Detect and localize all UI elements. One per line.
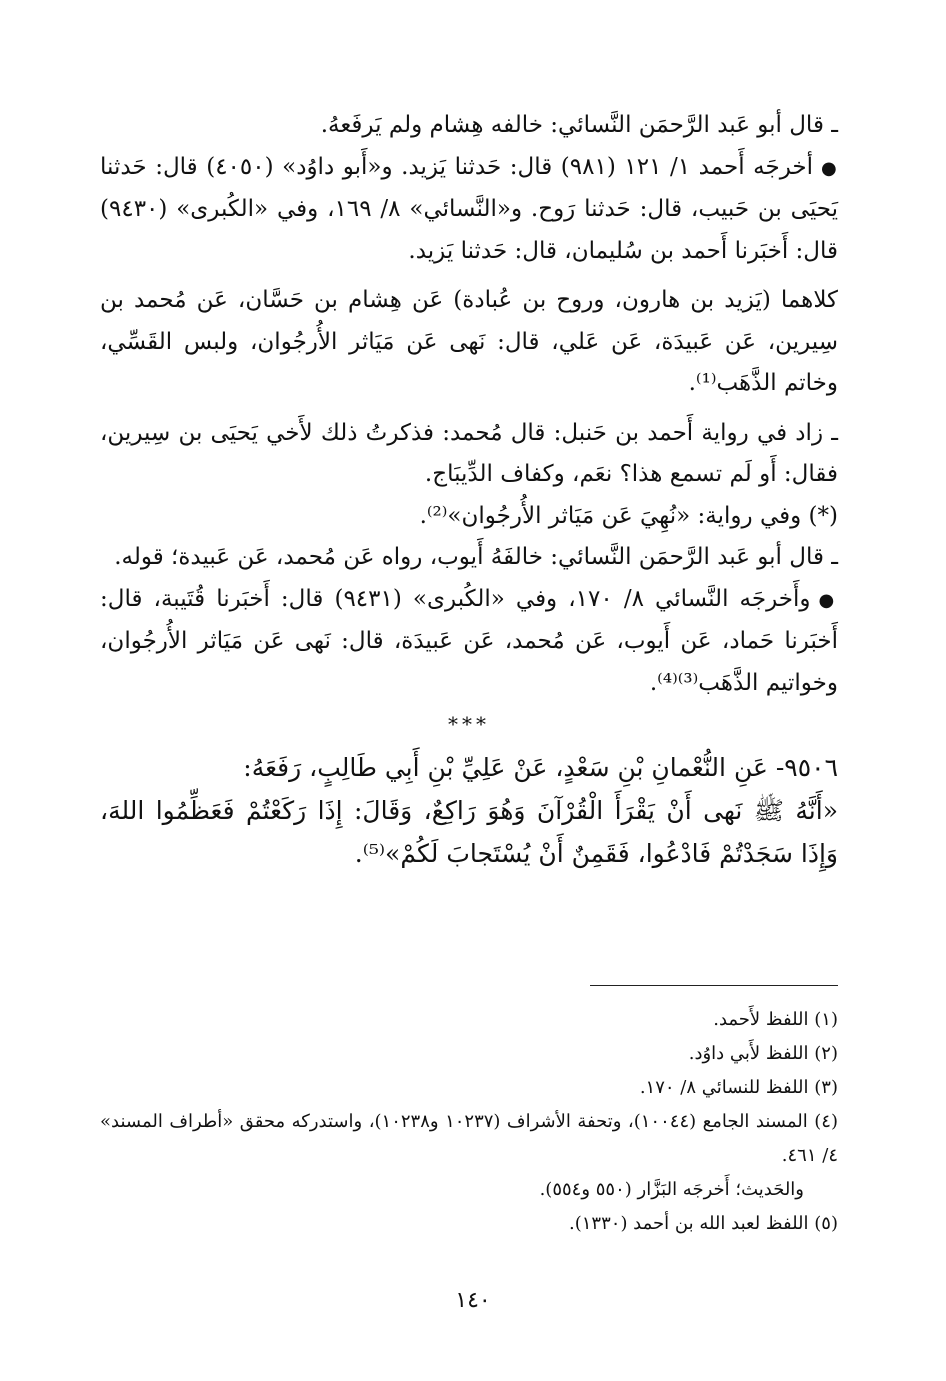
- footnote-divider: [590, 985, 838, 986]
- footnote-5: (٥) اللفظ لعبد الله بن أحمد (١٣٣٠).: [569, 1213, 838, 1234]
- page-number: ١٤٠: [455, 1288, 491, 1313]
- takhrij-text: أخرجَه أَحمد ١/ ١٢١ (٩٨١) قال: حَدثنا يَزيد. و«أَبو داوُد» (٤٠٥٠) قال: حَدثنا يَحيَى بن حَبيب، قال: حَدثنا رَوح. و«النَّسائي» ٨/ ١٦٩، وفي «الكُبرى» (٩٤٣٠) قال: أَخبَرنا أَحمد بن سُليمان، قال: حَدثنا يَزيد.: [100, 153, 839, 264]
- footnote-4-continued: والحَديث؛ أَخرجَه البَزَّار (٥٥٠ و٥٥٤).: [539, 1179, 804, 1200]
- paragraph-addition: ـ زاد في رواية أَحمد بن حَنبل: قال مُحمد: فذكرتُ ذلك لأَخي يَحيَى بن سِيرين، فقال: أَو لَم تسمع هذا؟ نعَم، وكفاف الدِّيبَاج.: [100, 419, 838, 487]
- takhrij-text-2: وأَخرجَه النَّسائي ٨/ ١٧٠، وفي «الكُبرى» (٩٤٣١) قال: أَخبَرنا قُتَيبة، قال: أَخبَرنا حَماد، عَن أَيوب، عَن مُحمد، عَن عَبيدَة، قال: نَهى عَن مَيَاثر الأُرجُوان، وخواتيم الذَّهَب⁽³⁾⁽⁴⁾.: [100, 585, 838, 696]
- paragraph-isnad: كلاهما (يَزيد بن هارون، وروح بن عُبادة) عَن هِشام بن حَسَّان، عَن مُحمد بن سِيرين، عَن عَبيدَة، عَن عَلي، قال: نَهى عَن مَيَاثر الأُرجُوان، ولبس القَسِّي، وخاتم الذَّهَب⁽¹⁾.: [100, 287, 838, 396]
- main-text: [100, 105, 838, 875]
- hadith-heading: ٩٥٠٦- عَنِ النُّعْمانِ بْنِ سَعْدٍ، عَنْ عَلِيِّ بْنِ أَبِي طَالِبٍ، رَفَعَهُ:: [243, 752, 838, 782]
- bullet-icon: ●: [818, 589, 838, 611]
- paragraph-takhrij: [100, 147, 838, 273]
- footnotes: [100, 1003, 838, 1241]
- paragraph-variant: (*) وفي رواية: «نُهِيَ عَن مَيَاثر الأُرجُوان»⁽²⁾.: [419, 502, 838, 529]
- section-separator: ***: [448, 712, 490, 736]
- paragraph-nasai-note-2: ـ قال أبو عَبد الرَّحمَن النَّسائي: خالفَهُ أَيوب، رواه عَن مُحمد، عَن عَبيدة؛ قوله.: [114, 544, 838, 570]
- footnote-1: (١) اللفظ لأَحمد.: [713, 1009, 838, 1030]
- footnote-3: (٣) اللفظ للنسائي ٨/ ١٧٠.: [639, 1077, 838, 1098]
- footnote-2: (٢) اللفظ لأَبي داوُد.: [688, 1043, 838, 1064]
- hadith-text: «أَنَّهُ ﷺ نَهى أَنْ يَقْرَأَ الْقُرْآنَ وَهُوَ رَاكِعٌ، وَقَالَ: إِذَا رَكَعْتُمْ فَعَظِّمُوا اللهَ، وَإِذَا سَجَدْتُمْ فَادْعُوا، فَقَمِنٌ أَنْ يُسْتَجابَ لَكُمْ»⁽⁵⁾.: [100, 795, 838, 868]
- bullet-icon: ●: [821, 157, 838, 179]
- footnote-4: (٤) المسند الجامع (١٠٠٤٤)، وتحفة الأشراف (١٠٢٣٧ و١٠٢٣٨)، واستدركه محقق «أطراف المسند» ٤/ ٤٦١.: [100, 1111, 838, 1166]
- paragraph-takhrij-2: [100, 579, 838, 705]
- paragraph-nasai-note: ـ قال أبو عَبد الرَّحمَن النَّسائي: خالفه هِشام ولم يَرفَعهُ.: [320, 112, 838, 138]
